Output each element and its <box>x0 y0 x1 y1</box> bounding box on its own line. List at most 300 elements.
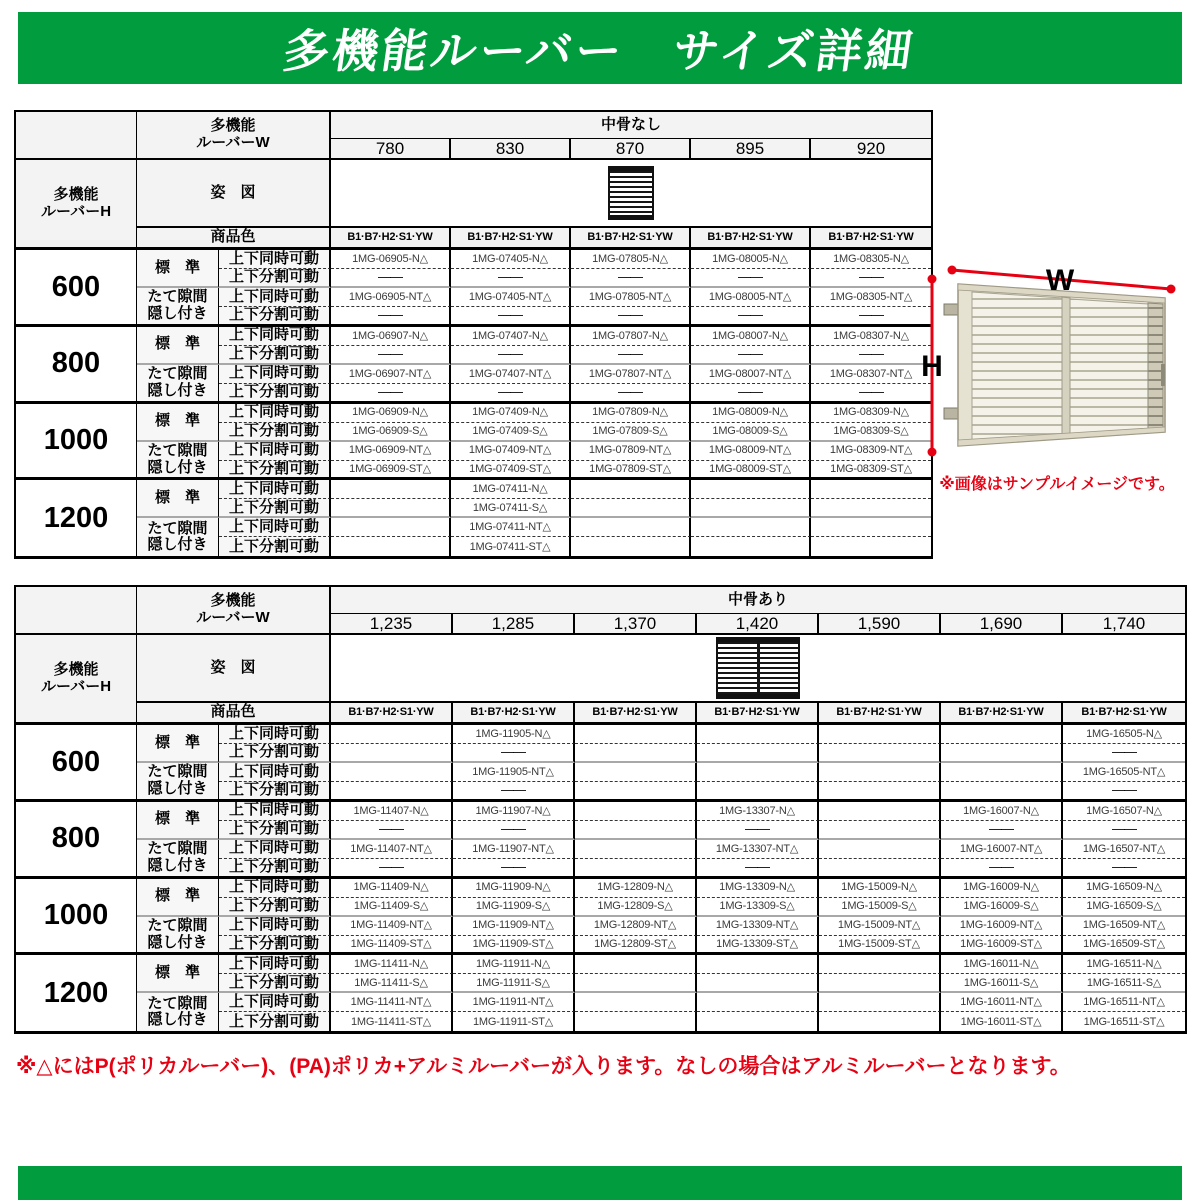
movement-split-label: 上下分割可動 <box>219 1012 331 1031</box>
width-header-cell: 1,420 <box>697 614 819 635</box>
code-cell: 1MG-13309-S△ <box>697 898 819 917</box>
empty-cell <box>571 537 691 556</box>
empty-cell <box>819 993 941 1012</box>
louver-w-header: 多機能 ルーバーW <box>137 112 331 160</box>
color-code-cell: B1·B7·H2·S1·YW <box>811 228 931 250</box>
code-cell: 1MG-11409-NT△ <box>331 917 453 936</box>
code-cell: 1MG-08305-N△ <box>811 250 931 269</box>
code-cell: 1MG-16511-ST△ <box>1063 1012 1185 1031</box>
not-available-cell: —— <box>691 346 811 365</box>
code-cell: 1MG-08309-S△ <box>811 423 931 442</box>
code-cell: 1MG-07409-NT△ <box>451 442 571 461</box>
movement-sync-label: 上下同時可動 <box>219 250 331 269</box>
empty-cell <box>697 763 819 782</box>
code-cell: 1MG-06905-NT△ <box>331 288 451 307</box>
code-cell: 1MG-11911-NT△ <box>453 993 575 1012</box>
figure-row-label: 姿 図 <box>137 635 331 703</box>
row-type-gap-hidden: たて隙間 隠し付き <box>137 993 219 1031</box>
figure-cell <box>331 160 931 228</box>
color-code-cell: B1·B7·H2·S1·YW <box>697 703 819 725</box>
code-cell: 1MG-08007-NT△ <box>691 365 811 384</box>
row-type-gap-hidden: たて隙間 隠し付き <box>137 840 219 879</box>
code-cell: 1MG-16011-NT△ <box>941 993 1063 1012</box>
code-cell: 1MG-11907-N△ <box>453 802 575 821</box>
not-available-cell: —— <box>811 384 931 404</box>
empty-cell <box>571 499 691 518</box>
code-cell: 1MG-16509-NT△ <box>1063 917 1185 936</box>
code-cell: 1MG-13309-ST△ <box>697 936 819 956</box>
empty-cell <box>697 744 819 763</box>
movement-split-label: 上下分割可動 <box>219 898 331 917</box>
code-cell: 1MG-16007-NT△ <box>941 840 1063 859</box>
code-cell: 1MG-11409-N△ <box>331 879 453 898</box>
code-cell: 1MG-11411-NT△ <box>331 993 453 1012</box>
not-available-cell: —— <box>691 384 811 404</box>
movement-sync-label: 上下同時可動 <box>219 365 331 384</box>
not-available-cell: —— <box>331 384 451 404</box>
row-type-gap-hidden: たて隙間 隠し付き <box>137 763 219 802</box>
product-sample-image <box>918 246 1196 464</box>
code-cell: 1MG-07805-N△ <box>571 250 691 269</box>
code-cell: 1MG-08309-ST△ <box>811 461 931 481</box>
code-cell: 1MG-06907-N△ <box>331 327 451 346</box>
not-available-cell: —— <box>331 821 453 840</box>
code-cell: 1MG-16511-NT△ <box>1063 993 1185 1012</box>
code-cell: 1MG-11911-ST△ <box>453 1012 575 1031</box>
code-cell: 1MG-08309-NT△ <box>811 442 931 461</box>
width-header-cell: 780 <box>331 139 451 160</box>
empty-cell <box>811 518 931 537</box>
movement-sync-label: 上下同時可動 <box>219 879 331 898</box>
empty-cell <box>941 725 1063 744</box>
width-header-cell: 1,370 <box>575 614 697 635</box>
louver-panel <box>958 284 1165 446</box>
code-cell: 1MG-12809-NT△ <box>575 917 697 936</box>
not-available-cell: —— <box>697 859 819 879</box>
color-code-cell: B1·B7·H2·S1·YW <box>453 703 575 725</box>
code-cell: 1MG-16509-N△ <box>1063 879 1185 898</box>
not-available-cell: —— <box>811 307 931 327</box>
louver-figure-thumbnail <box>716 637 800 699</box>
color-row-label: 商品色 <box>137 228 331 250</box>
not-available-cell: —— <box>571 346 691 365</box>
code-cell: 1MG-06909-NT△ <box>331 442 451 461</box>
louver-h-header: 多機能 ルーバーH <box>16 160 137 250</box>
row-type-standard: 標 準 <box>137 879 219 917</box>
code-cell: 1MG-07405-N△ <box>451 250 571 269</box>
height-label: 600 <box>16 250 137 327</box>
code-cell: 1MG-08009-S△ <box>691 423 811 442</box>
h-dimension-line <box>921 275 943 457</box>
code-cell: 1MG-16505-N△ <box>1063 725 1185 744</box>
empty-cell <box>571 518 691 537</box>
empty-cell <box>819 821 941 840</box>
empty-cell <box>575 821 697 840</box>
movement-split-label: 上下分割可動 <box>219 744 331 763</box>
code-cell: 1MG-12809-S△ <box>575 898 697 917</box>
code-cell: 1MG-06905-N△ <box>331 250 451 269</box>
w-dimension-label: W <box>1045 264 1075 297</box>
empty-cell <box>575 840 697 859</box>
louver-w-header: 多機能 ルーバーW <box>137 587 331 635</box>
code-cell: 1MG-11905-NT△ <box>453 763 575 782</box>
empty-cell <box>331 518 451 537</box>
code-cell: 1MG-07809-N△ <box>571 404 691 423</box>
empty-cell <box>941 744 1063 763</box>
width-header-cell: 920 <box>811 139 931 160</box>
movement-sync-label: 上下同時可動 <box>219 442 331 461</box>
movement-split-label: 上下分割可動 <box>219 936 331 956</box>
code-cell: 1MG-11407-NT△ <box>331 840 453 859</box>
empty-cell <box>575 782 697 802</box>
color-code-cell: B1·B7·H2·S1·YW <box>575 703 697 725</box>
code-cell: 1MG-08009-ST△ <box>691 461 811 481</box>
code-cell: 1MG-16011-N△ <box>941 955 1063 974</box>
code-cell: 1MG-08309-N△ <box>811 404 931 423</box>
product-sample-figure <box>918 246 1196 494</box>
row-type-standard: 標 準 <box>137 802 219 840</box>
code-cell: 1MG-16009-ST△ <box>941 936 1063 956</box>
movement-split-label: 上下分割可動 <box>219 499 331 518</box>
width-header-cell: 1,235 <box>331 614 453 635</box>
not-available-cell: —— <box>691 307 811 327</box>
movement-sync-label: 上下同時可動 <box>219 480 331 499</box>
not-available-cell: —— <box>331 307 451 327</box>
page-title: 多機能ルーバー サイズ詳細 <box>280 25 919 77</box>
empty-cell <box>575 1012 697 1031</box>
movement-sync-label: 上下同時可動 <box>219 917 331 936</box>
empty-cell <box>331 763 453 782</box>
color-code-cell: B1·B7·H2·S1·YW <box>331 703 453 725</box>
code-cell: 1MG-06909-N△ <box>331 404 451 423</box>
not-available-cell: —— <box>451 269 571 288</box>
empty-cell <box>819 782 941 802</box>
code-cell: 1MG-07411-S△ <box>451 499 571 518</box>
code-cell: 1MG-08007-N△ <box>691 327 811 346</box>
empty-cell <box>691 518 811 537</box>
bottom-green-bar <box>18 1166 1182 1200</box>
code-cell: 1MG-08005-NT△ <box>691 288 811 307</box>
color-row-label: 商品色 <box>137 703 331 725</box>
code-cell: 1MG-06907-NT△ <box>331 365 451 384</box>
movement-split-label: 上下分割可動 <box>219 461 331 481</box>
code-cell: 1MG-08307-N△ <box>811 327 931 346</box>
not-available-cell: —— <box>451 307 571 327</box>
movement-split-label: 上下分割可動 <box>219 384 331 404</box>
row-type-standard: 標 準 <box>137 480 219 518</box>
code-cell: 1MG-11905-N△ <box>453 725 575 744</box>
row-type-standard: 標 準 <box>137 250 219 288</box>
code-cell: 1MG-11411-S△ <box>331 974 453 993</box>
empty-cell <box>571 480 691 499</box>
code-cell: 1MG-11411-N△ <box>331 955 453 974</box>
empty-cell <box>697 955 819 974</box>
not-available-cell: —— <box>451 384 571 404</box>
code-cell: 1MG-07411-NT△ <box>451 518 571 537</box>
color-code-cell: B1·B7·H2·S1·YW <box>331 228 451 250</box>
empty-cell <box>575 744 697 763</box>
width-header-cell: 870 <box>571 139 691 160</box>
code-cell: 1MG-12809-ST△ <box>575 936 697 956</box>
row-type-standard: 標 準 <box>137 327 219 365</box>
color-code-cell: B1·B7·H2·S1·YW <box>819 703 941 725</box>
height-label: 1200 <box>16 955 137 1031</box>
empty-cell <box>697 974 819 993</box>
movement-sync-label: 上下同時可動 <box>219 993 331 1012</box>
not-available-cell: —— <box>571 307 691 327</box>
figure-cell <box>331 635 1185 703</box>
empty-cell <box>575 802 697 821</box>
not-available-cell: —— <box>571 269 691 288</box>
empty-cell <box>691 480 811 499</box>
code-cell: 1MG-15009-S△ <box>819 898 941 917</box>
height-label: 800 <box>16 327 137 404</box>
code-cell: 1MG-16511-N△ <box>1063 955 1185 974</box>
corner-blank-cell <box>16 587 137 635</box>
code-cell: 1MG-07809-NT△ <box>571 442 691 461</box>
louver-h-header: 多機能 ルーバーH <box>16 635 137 725</box>
title-bar <box>18 12 1182 84</box>
height-label: 1000 <box>16 404 137 481</box>
color-code-cell: B1·B7·H2·S1·YW <box>691 228 811 250</box>
empty-cell <box>575 859 697 879</box>
code-cell: 1MG-11909-N△ <box>453 879 575 898</box>
code-cell: 1MG-07809-S△ <box>571 423 691 442</box>
not-available-cell: —— <box>451 346 571 365</box>
h-dimension-label: H <box>921 350 943 383</box>
midrail-span-title: 中骨なし <box>331 112 931 139</box>
width-header-cell: 1,285 <box>453 614 575 635</box>
code-cell: 1MG-16507-N△ <box>1063 802 1185 821</box>
code-cell: 1MG-07407-N△ <box>451 327 571 346</box>
code-cell: 1MG-15009-NT△ <box>819 917 941 936</box>
width-header-cell: 895 <box>691 139 811 160</box>
not-available-cell: —— <box>331 269 451 288</box>
empty-cell <box>575 725 697 744</box>
empty-cell <box>575 993 697 1012</box>
code-cell: 1MG-07809-ST△ <box>571 461 691 481</box>
not-available-cell: —— <box>571 384 691 404</box>
movement-sync-label: 上下同時可動 <box>219 802 331 821</box>
empty-cell <box>819 1012 941 1031</box>
row-type-gap-hidden: たて隙間 隠し付き <box>137 917 219 956</box>
code-cell: 1MG-07411-N△ <box>451 480 571 499</box>
empty-cell <box>819 840 941 859</box>
not-available-cell: —— <box>331 859 453 879</box>
movement-sync-label: 上下同時可動 <box>219 518 331 537</box>
not-available-cell: —— <box>453 744 575 763</box>
code-cell: 1MG-16009-NT△ <box>941 917 1063 936</box>
code-cell: 1MG-07807-N△ <box>571 327 691 346</box>
empty-cell <box>941 782 1063 802</box>
empty-cell <box>691 499 811 518</box>
row-type-gap-hidden: たて隙間 隠し付き <box>137 442 219 481</box>
not-available-cell: —— <box>941 859 1063 879</box>
empty-cell <box>819 802 941 821</box>
louver-figure-thumbnail <box>608 166 654 220</box>
row-type-gap-hidden: たて隙間 隠し付き <box>137 365 219 404</box>
code-cell: 1MG-07805-NT△ <box>571 288 691 307</box>
code-cell: 1MG-08009-NT△ <box>691 442 811 461</box>
movement-sync-label: 上下同時可動 <box>219 327 331 346</box>
color-code-cell: B1·B7·H2·S1·YW <box>1063 703 1185 725</box>
not-available-cell: —— <box>697 821 819 840</box>
code-cell: 1MG-16011-S△ <box>941 974 1063 993</box>
code-cell: 1MG-16009-N△ <box>941 879 1063 898</box>
not-available-cell: —— <box>811 269 931 288</box>
color-code-cell: B1·B7·H2·S1·YW <box>571 228 691 250</box>
width-header-cell: 830 <box>451 139 571 160</box>
not-available-cell: —— <box>941 821 1063 840</box>
movement-split-label: 上下分割可動 <box>219 821 331 840</box>
empty-cell <box>697 782 819 802</box>
code-cell: 1MG-16509-S△ <box>1063 898 1185 917</box>
code-cell: 1MG-15009-ST△ <box>819 936 941 956</box>
code-cell: 1MG-11907-NT△ <box>453 840 575 859</box>
height-label: 1000 <box>16 879 137 956</box>
row-type-gap-hidden: たて隙間 隠し付き <box>137 288 219 327</box>
midrail-span-title: 中骨あり <box>331 587 1185 614</box>
code-cell: 1MG-16011-ST△ <box>941 1012 1063 1031</box>
code-cell: 1MG-16007-N△ <box>941 802 1063 821</box>
code-cell: 1MG-07411-ST△ <box>451 537 571 556</box>
not-available-cell: —— <box>691 269 811 288</box>
empty-cell <box>819 744 941 763</box>
movement-split-label: 上下分割可動 <box>219 859 331 879</box>
code-cell: 1MG-07405-NT△ <box>451 288 571 307</box>
empty-cell <box>811 480 931 499</box>
movement-sync-label: 上下同時可動 <box>219 725 331 744</box>
empty-cell <box>819 955 941 974</box>
code-cell: 1MG-11407-N△ <box>331 802 453 821</box>
code-cell: 1MG-07409-ST△ <box>451 461 571 481</box>
empty-cell <box>331 537 451 556</box>
code-cell: 1MG-11409-ST△ <box>331 936 453 956</box>
code-cell: 1MG-11909-ST△ <box>453 936 575 956</box>
movement-split-label: 上下分割可動 <box>219 974 331 993</box>
not-available-cell: —— <box>453 782 575 802</box>
empty-cell <box>819 859 941 879</box>
code-cell: 1MG-07409-S△ <box>451 423 571 442</box>
code-cell: 1MG-06909-S△ <box>331 423 451 442</box>
code-cell: 1MG-11909-S△ <box>453 898 575 917</box>
code-cell: 1MG-07407-NT△ <box>451 365 571 384</box>
code-cell: 1MG-11911-N△ <box>453 955 575 974</box>
code-cell: 1MG-08009-N△ <box>691 404 811 423</box>
movement-split-label: 上下分割可動 <box>219 782 331 802</box>
row-type-standard: 標 準 <box>137 725 219 763</box>
not-available-cell: —— <box>1063 821 1185 840</box>
code-cell: 1MG-16505-NT△ <box>1063 763 1185 782</box>
not-available-cell: —— <box>1063 782 1185 802</box>
code-cell: 1MG-13309-NT△ <box>697 917 819 936</box>
empty-cell <box>941 763 1063 782</box>
not-available-cell: —— <box>811 346 931 365</box>
movement-sync-label: 上下同時可動 <box>219 955 331 974</box>
movement-sync-label: 上下同時可動 <box>219 840 331 859</box>
movement-split-label: 上下分割可動 <box>219 537 331 556</box>
code-cell: 1MG-06909-ST△ <box>331 461 451 481</box>
movement-split-label: 上下分割可動 <box>219 269 331 288</box>
empty-cell <box>819 763 941 782</box>
figure-row-label: 姿 図 <box>137 160 331 228</box>
color-code-cell: B1·B7·H2·S1·YW <box>451 228 571 250</box>
code-cell: 1MG-11909-NT△ <box>453 917 575 936</box>
code-cell: 1MG-13307-N△ <box>697 802 819 821</box>
code-cell: 1MG-07409-N△ <box>451 404 571 423</box>
code-cell: 1MG-08005-N△ <box>691 250 811 269</box>
empty-cell <box>331 782 453 802</box>
code-cell: 1MG-08307-NT△ <box>811 365 931 384</box>
code-cell: 1MG-13307-NT△ <box>697 840 819 859</box>
code-cell: 1MG-16009-S△ <box>941 898 1063 917</box>
code-cell: 1MG-07807-NT△ <box>571 365 691 384</box>
not-available-cell: —— <box>1063 744 1185 763</box>
not-available-cell: —— <box>453 821 575 840</box>
not-available-cell: —— <box>1063 859 1185 879</box>
code-cell: 1MG-08305-NT△ <box>811 288 931 307</box>
width-header-cell: 1,690 <box>941 614 1063 635</box>
empty-cell <box>811 499 931 518</box>
empty-cell <box>575 763 697 782</box>
empty-cell <box>697 725 819 744</box>
movement-split-label: 上下分割可動 <box>219 423 331 442</box>
code-cell: 1MG-13309-N△ <box>697 879 819 898</box>
not-available-cell: —— <box>331 346 451 365</box>
empty-cell <box>697 1012 819 1031</box>
sample-image-caption: ※画像はサンプルイメージです。 <box>939 476 1175 493</box>
empty-cell <box>575 974 697 993</box>
width-header-cell: 1,740 <box>1063 614 1185 635</box>
movement-split-label: 上下分割可動 <box>219 346 331 365</box>
code-cell: 1MG-11411-ST△ <box>331 1012 453 1031</box>
color-code-cell: B1·B7·H2·S1·YW <box>941 703 1063 725</box>
empty-cell <box>819 974 941 993</box>
footer-note: ※△にはP(ポリカルーバー)、(PA)ポリカ+アルミルーバーが入ります。なしの場合はアルミルーバーとなります。 <box>16 1055 1071 1078</box>
code-cell: 1MG-12809-N△ <box>575 879 697 898</box>
code-cell: 1MG-16509-ST△ <box>1063 936 1185 956</box>
empty-cell <box>331 499 451 518</box>
code-cell: 1MG-16511-S△ <box>1063 974 1185 993</box>
empty-cell <box>691 537 811 556</box>
empty-cell <box>331 480 451 499</box>
movement-split-label: 上下分割可動 <box>219 307 331 327</box>
empty-cell <box>331 725 453 744</box>
code-cell: 1MG-11911-S△ <box>453 974 575 993</box>
empty-cell <box>575 955 697 974</box>
row-type-standard: 標 準 <box>137 955 219 993</box>
empty-cell <box>811 537 931 556</box>
movement-sync-label: 上下同時可動 <box>219 288 331 307</box>
code-cell: 1MG-16507-NT△ <box>1063 840 1185 859</box>
code-cell: 1MG-15009-N△ <box>819 879 941 898</box>
height-label: 1200 <box>16 480 137 556</box>
not-available-cell: —— <box>453 859 575 879</box>
size-table-midrail <box>14 585 1187 1034</box>
width-header-cell: 1,590 <box>819 614 941 635</box>
empty-cell <box>697 993 819 1012</box>
code-cell: 1MG-11409-S△ <box>331 898 453 917</box>
empty-cell <box>819 725 941 744</box>
movement-sync-label: 上下同時可動 <box>219 763 331 782</box>
height-label: 600 <box>16 725 137 802</box>
height-label: 800 <box>16 802 137 879</box>
size-table-no-midrail <box>14 110 933 559</box>
empty-cell <box>331 744 453 763</box>
row-type-standard: 標 準 <box>137 404 219 442</box>
movement-sync-label: 上下同時可動 <box>219 404 331 423</box>
row-type-gap-hidden: たて隙間 隠し付き <box>137 518 219 556</box>
